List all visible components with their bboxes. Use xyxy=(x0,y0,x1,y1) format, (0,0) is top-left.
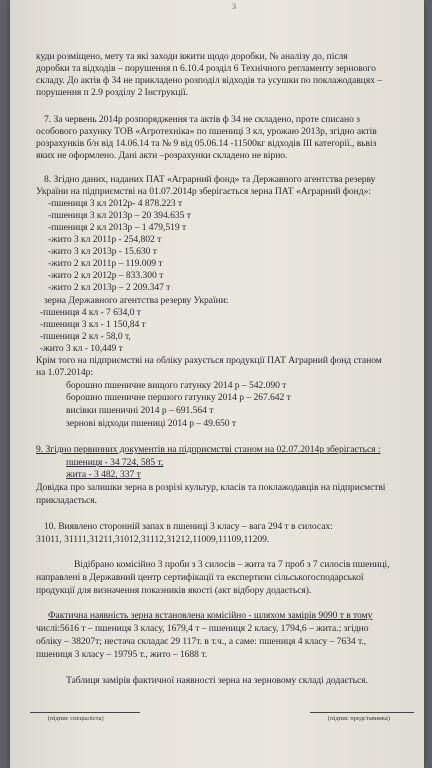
text-line: направлені в Державний центр сертифікації та експертизи сільськогосподарської xyxy=(36,572,364,583)
text-line: Відібрано комісійно 3 проби з 3 силосів – жита та 7 проб з 7 силосів пшениці, xyxy=(74,559,390,570)
list-item: -пшениця 2 кл - 58,0 т, xyxy=(40,331,131,342)
text-line: 9. Згідно первинних документів на підприємстві станом на 02.07.2014р зберігається : xyxy=(36,444,381,455)
signature-line-left xyxy=(30,712,140,713)
text-line: порушення п 2.9 розділу 2 Інструкції. xyxy=(36,87,189,98)
list-item: жита - 3 482, 337 т xyxy=(66,469,141,480)
list-item: -жито 3 кл - 10,449 т xyxy=(40,343,123,354)
text-line: пшениця 3 класу – 19795 т., жито – 1688 т. xyxy=(36,649,208,660)
text-line: обліку – 38207т; нестача складає 29 117т. в т.ч., а саме: пшениця 4 класу – 7634 т., xyxy=(36,636,367,647)
signature-caption-right: (підпис представника) xyxy=(328,715,390,722)
text-line: числі:5616 т – пшениця 3 класу, 1679,4 т – пшениця 2 класу, 1794,6 – жита.; згідно xyxy=(36,623,369,634)
text-line: куди розміщено, мету та які заходи вжити щодо доробки, № аналізу до, після xyxy=(36,51,348,62)
list-item: зернові відходи пшениці 2014 р – 49.650 т xyxy=(66,418,236,429)
page-number: 3 xyxy=(232,2,236,11)
text-line: на 1.07.2014р: xyxy=(36,367,93,378)
text-line: Таблиця замірів фактичної наявності зерна на зерновому складі додається. xyxy=(66,675,368,686)
text-line: доробки та відходів – порушення п 6.10.4 розділ 6 Технічного регламенту зернового xyxy=(36,63,376,74)
text-line: яких не оформлено. Дані акти –розрахунки складено не вірно. xyxy=(36,150,288,161)
list-item: -пшениця 3 кл 2012р- 4 878.223 т xyxy=(48,198,183,209)
signature-caption-left: (підпис спеціаліста) xyxy=(48,715,104,722)
text-line: продукції для визначення показників якості (акт відбору додається). xyxy=(36,585,312,596)
list-item: пшениця - 34 724, 585 т, xyxy=(66,457,164,468)
list-item: борошно пшеничне вищого гатунку 2014 р – 542.090 т xyxy=(66,380,287,391)
list-item: висівки пшеничні 2014 р – 691.564 т xyxy=(66,405,214,416)
text-line: 10. Виявлено сторонній запах в пшениці 3 класу – вага 294 т в силосах: xyxy=(44,521,333,532)
list-item: -жито 3 кл 2011р - 254,802 т xyxy=(48,234,162,245)
list-item: -пшениця 3 кл - 1 150,84 т xyxy=(40,319,146,330)
document-page xyxy=(10,0,424,768)
text-line: зерна Державного агентства резерву України: xyxy=(44,295,229,306)
text-line: 31011, 31111,31211,31012,31112,31212,11009,11109,11209. xyxy=(36,534,270,545)
text-line: 7. За червень 2014р розпорядження та актів ф 34 не складено, проте списано з xyxy=(44,114,360,125)
text-line: Довідка про залишки зерна в розрізі культур, класів та поклажодавців на підприємстві xyxy=(36,482,386,493)
list-item: борошно пшеничне першого гатунку 2014 р – 267.642 т xyxy=(66,392,291,403)
list-item: -пшениця 2 кл 2013р – 1 479,519 т xyxy=(48,222,187,233)
text-line: особового рахунку ТОВ «Агротехніка» по пшениці 3 кл, урожаю 2013р, згідно актів xyxy=(36,126,377,137)
text-line: України на підприємстві на 01.07.2014р зберігається зерна ПАТ «Аграрний фонд»: xyxy=(36,186,371,197)
list-item: -жито 2 кл 2012р – 833.300 т xyxy=(48,270,164,281)
list-item: -пшениця 3 кл 2013р – 20 394.635 т xyxy=(48,210,191,221)
text-line: 8. Згідно даних, наданих ПАТ «Аграрний фонд» та Державного агентства резерву xyxy=(44,174,376,185)
text-line: Фактична наявність зерна встановлена комісійно - шляхом замірів 9090 т в тому xyxy=(48,610,373,621)
text-line: розрахунків б/н від 14.06.14 та № 9 від 05.06.14 -11500кг відходів ІІІ категорії., вьвіз xyxy=(36,138,377,149)
signature-line-right xyxy=(310,712,414,713)
text-line: Крім того на підприємстві на обліку рахується продукції ПАТ Аграрний фонд станом xyxy=(36,355,382,366)
list-item: -пшениця 4 кл - 7 634,0 т xyxy=(40,307,141,318)
list-item: -жито 3 кл 2013р - 15.630 т xyxy=(48,246,157,257)
list-item: -жито 2 кл 2011р – 119.009 т xyxy=(48,258,163,269)
list-item: -жито 2 кл 2013р – 2 209.347 т xyxy=(48,282,171,293)
text-line: прикладається. xyxy=(36,495,97,506)
text-line: складу. До актів ф 34 не прикладено розподіл відходів та усушки по поклажодавцях – xyxy=(36,75,382,86)
